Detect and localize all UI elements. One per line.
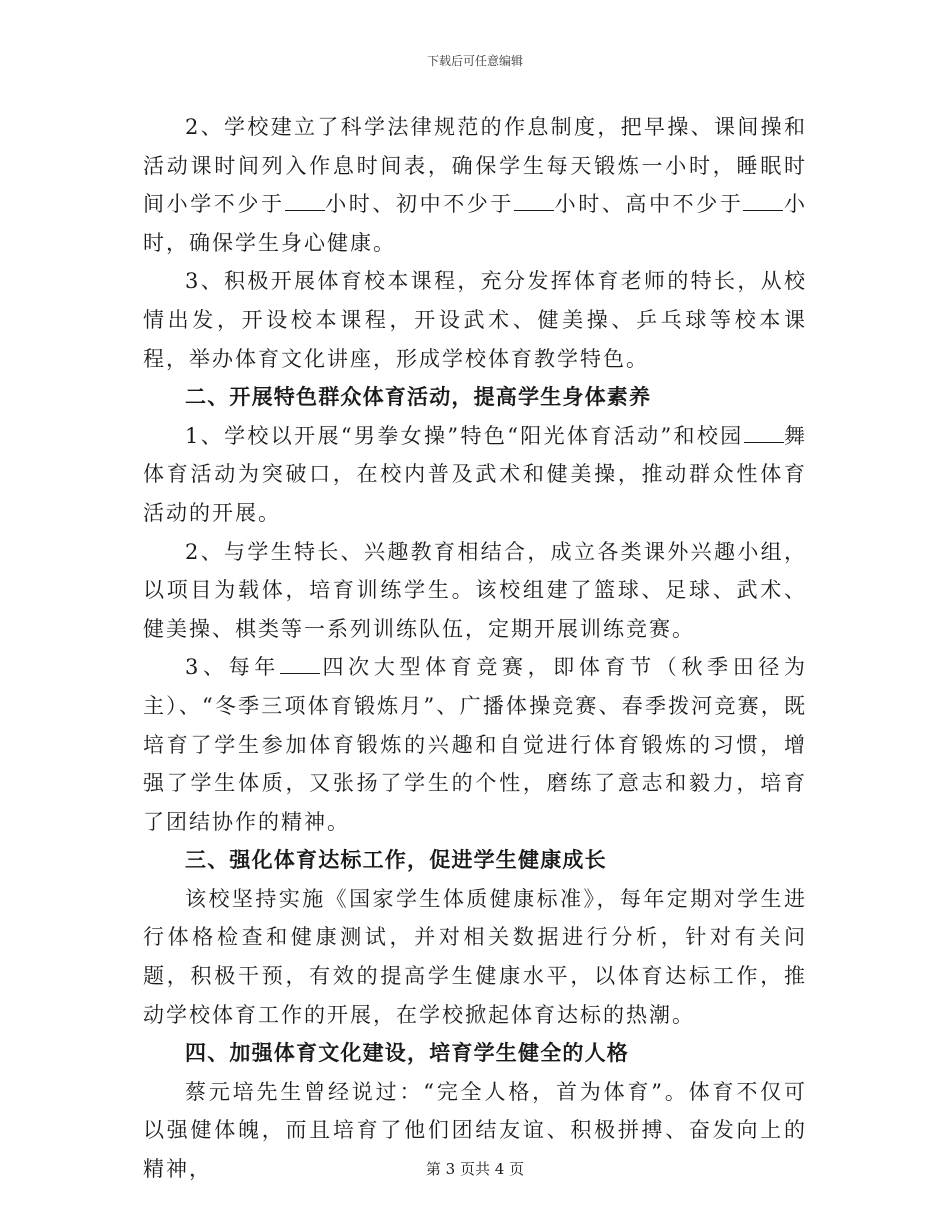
heading-text: 四、加强体育文化建设，培育学生健全的人格 xyxy=(185,1040,629,1066)
text-segment: 蔡元培先生曾经说过：“完全人格，首为体育”。体育不仅可以强健体魄，而且培育了他们团结友谊、积极拼搏、奋发向上的精神， xyxy=(143,1079,807,1182)
text-segment: 舞体育活动为突破口，在校内普及武术和健美操，推动群众性体育活动的开展。 xyxy=(143,423,807,525)
text-segment: 3、积极开展体育校本课程，充分发挥体育老师的特长，从校情出发，开设校本课程，开设武术、健美操、乒乓球等校本课程，举办体育文化讲座，形成学校体育教学特色。 xyxy=(143,269,807,371)
section-heading-4 xyxy=(143,1034,807,1073)
text-segment: 1、学校以开展“男拳女操”特色“阳光体育活动”和校园 xyxy=(185,423,744,448)
paragraph-sunshine-activity xyxy=(143,417,807,533)
text-segment: 四次大型体育竞赛，即体育节（秋季田径为主）、“冬季三项体育锻炼月”、广播体操竞赛、春季拨河竞赛，既培育了学生参加体育锻炼的兴趣和自觉进行体育锻炼的习惯，增强了学生体质，又张扬了学生的个性，磨练了意志和毅力，培育了团结协作的精神。 xyxy=(143,655,807,834)
section-heading-2 xyxy=(143,378,807,417)
text-segment: 2、学校建立了科学法律规范的作息制度，把早操、课间操和活动课时间列入作息时间表，确保学生每天锻炼一小时，睡眠时间小学不少于 xyxy=(143,115,807,217)
fill-blank xyxy=(285,194,325,211)
paragraph-school-curriculum xyxy=(143,262,807,378)
text-segment: 该校坚持实施《国家学生体质健康标准》，每年定期对学生进行体格检查和健康测试，并对相关数据进行分析，针对有关问题，积极干预，有效的提高学生健康水平，以体育达标工作，推动学校体育工作的开展，在学校掀起体育达标的热潮。 xyxy=(143,886,807,1027)
paragraph-annual-competitions xyxy=(143,648,807,841)
paragraph-school-schedule xyxy=(143,108,807,262)
text-segment: 3、每年 xyxy=(185,655,280,680)
paragraph-interest-groups xyxy=(143,533,807,649)
text-segment: 2、与学生特长、兴趣教育相结合，成立各类课外兴趣小组，以项目为载体，培育训练学生。该校组建了篮球、足球、武术、健美操、棋类等一系列训练队伍，定期开展训练竞赛。 xyxy=(143,539,807,641)
fill-blank xyxy=(280,657,320,674)
section-heading-3 xyxy=(143,841,807,880)
heading-text: 三、强化体育达标工作，促进学生健康成长 xyxy=(185,847,607,873)
fill-blank xyxy=(744,426,784,443)
heading-text: 二、开展特色群众体育活动，提高学生身体素养 xyxy=(185,384,652,410)
paragraph-health-standard xyxy=(143,880,807,1034)
fill-blank xyxy=(514,194,554,211)
text-segment: 小时，确保学生身心健康。 xyxy=(143,192,808,255)
page-number: 第 3 页共 4 页 xyxy=(425,1160,525,1178)
text-segment: 小时、初中不少于 xyxy=(324,192,515,217)
fill-blank xyxy=(743,194,783,211)
page-header-note: 下载后可任意编辑 xyxy=(426,54,523,68)
text-segment: 小时、高中不少于 xyxy=(554,192,744,217)
document-body xyxy=(143,108,807,1189)
